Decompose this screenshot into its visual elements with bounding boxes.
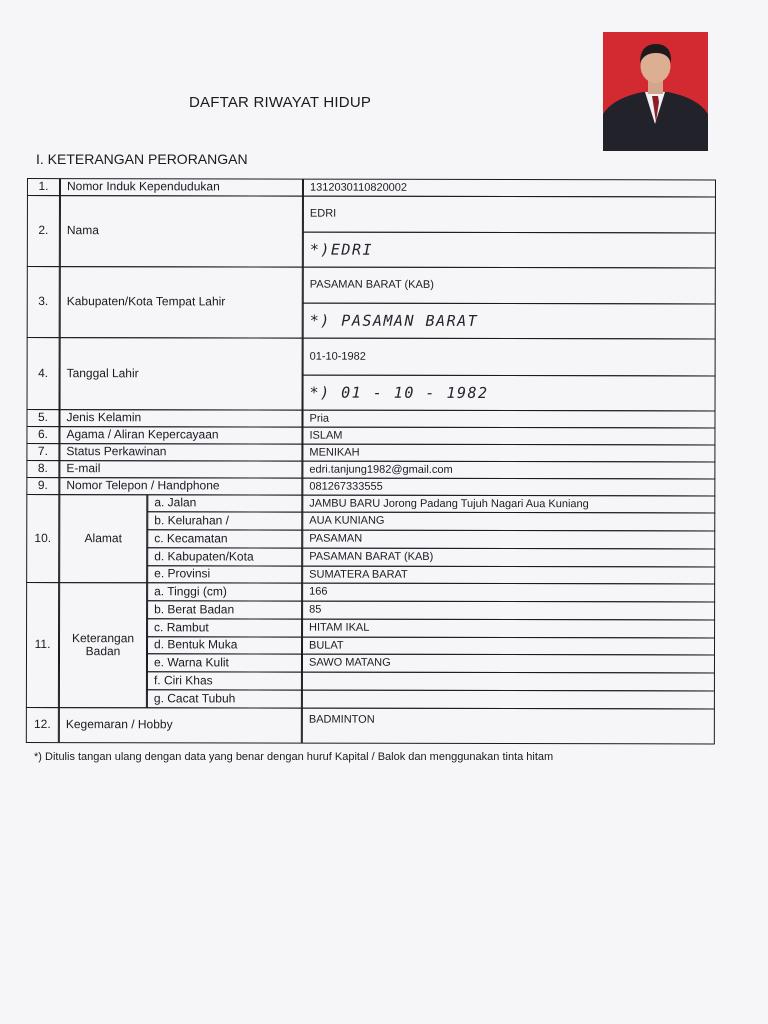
height-value: 166 (302, 583, 715, 603)
row-12-number: 12. (26, 707, 59, 743)
address-kabupaten-value: PASAMAN BARAT (KAB) (302, 548, 715, 568)
profile-photo (603, 32, 708, 151)
row-5-label: Jenis Kelamin (59, 409, 302, 428)
row-9-label: Nomor Telepon / Handphone (59, 477, 302, 496)
row-1-number: 1. (27, 178, 60, 196)
address-street-label: a. Jalan (147, 494, 302, 512)
address-kelurahan-label: b. Kelurahan / (147, 511, 302, 530)
religion-value: ISLAM (302, 427, 715, 446)
address-kecamatan-value: PASAMAN (302, 530, 715, 550)
row-4-number: 4. (27, 337, 60, 410)
address-street-value: JAMBU BARU Jorong Padang Tujuh Nagari Aua Kuniang (302, 495, 715, 514)
hair-value: HITAM IKAL (302, 619, 715, 639)
person-photo-icon (603, 32, 708, 151)
row-6-label: Agama / Aliran Kepercayaan (59, 426, 302, 445)
row-12-label: Kegemaran / Hobby (59, 707, 302, 744)
marital-status-value: MENIKAH (302, 444, 715, 463)
row-11-number: 11. (26, 582, 59, 708)
row-11-label: Keterangan Badan (59, 582, 147, 708)
birthdate-handwritten: *) 01 - 10 - 1982 (303, 375, 716, 412)
hobby-value: BADMINTON (302, 708, 715, 745)
row-1-label: Nomor Induk Kependudukan (60, 178, 303, 197)
row-5-number: 5. (26, 409, 59, 427)
email-value: edri.tanjung1982@gmail.com (302, 461, 715, 480)
row-7-number: 7. (26, 443, 59, 461)
address-provinsi-label: e. Provinsi (147, 565, 302, 583)
name-handwritten: *)EDRI (303, 232, 716, 269)
row-8-number: 8. (26, 460, 59, 478)
phone-value: 081267333555 (302, 478, 715, 497)
row-2-number: 2. (27, 195, 60, 267)
weight-label: b. Berat Badan (147, 600, 302, 619)
skin-color-value: SAWO MATANG (302, 654, 715, 674)
address-kelurahan-value: AUA KUNIANG (302, 512, 715, 532)
row-10-number: 10. (26, 494, 59, 583)
birthplace-value: PASAMAN BARAT (KAB) (303, 267, 716, 305)
nik-value: 1312030110820002 (303, 179, 716, 198)
address-provinsi-value: SUMATERA BARAT (302, 566, 715, 585)
row-10-label: Alamat (59, 494, 147, 583)
address-kabupaten-label: d. Kabupaten/Kota (147, 547, 302, 566)
address-kecamatan-label: c. Kecamatan (147, 529, 302, 548)
face-shape-label: d. Bentuk Muka (147, 636, 302, 654)
disability-value (302, 690, 715, 710)
row-9-number: 9. (26, 477, 59, 495)
row-3-number: 3. (27, 266, 60, 338)
face-shape-value: BULAT (302, 637, 715, 656)
row-8-label: E-mail (59, 460, 302, 479)
weight-value: 85 (302, 601, 715, 621)
distinctive-marks-label: f. Ciri Khas (147, 671, 302, 690)
row-2-label: Nama (60, 195, 303, 268)
personal-info-table (26, 178, 716, 749)
skin-color-label: e. Warna Kulit (147, 653, 302, 672)
name-value: EDRI (303, 196, 716, 234)
document-title: DAFTAR RIWAYAT HIDUP (189, 94, 372, 111)
row-3-label: Kabupaten/Kota Tempat Lahir (60, 266, 303, 339)
distinctive-marks-value (302, 672, 715, 692)
row-7-label: Status Perkawinan (59, 443, 302, 462)
row-6-number: 6. (26, 426, 59, 444)
height-label: a. Tinggi (cm) (147, 582, 302, 601)
birthplace-handwritten: *) PASAMAN BARAT (303, 303, 716, 340)
section-heading: I. KETERANGAN PERORANGAN (36, 151, 248, 167)
gender-value: Pria (302, 410, 715, 429)
hair-label: c. Rambut (147, 618, 302, 637)
disability-label: g. Cacat Tubuh (147, 689, 302, 708)
birthdate-value: 01-10-1982 (303, 338, 716, 377)
row-4-label: Tanggal Lahir (60, 337, 303, 411)
footnote: *) Ditulis tangan ulang dengan data yang benar dengan huruf Kapital / Balok dan menggunakan tinta hitam (34, 751, 554, 763)
